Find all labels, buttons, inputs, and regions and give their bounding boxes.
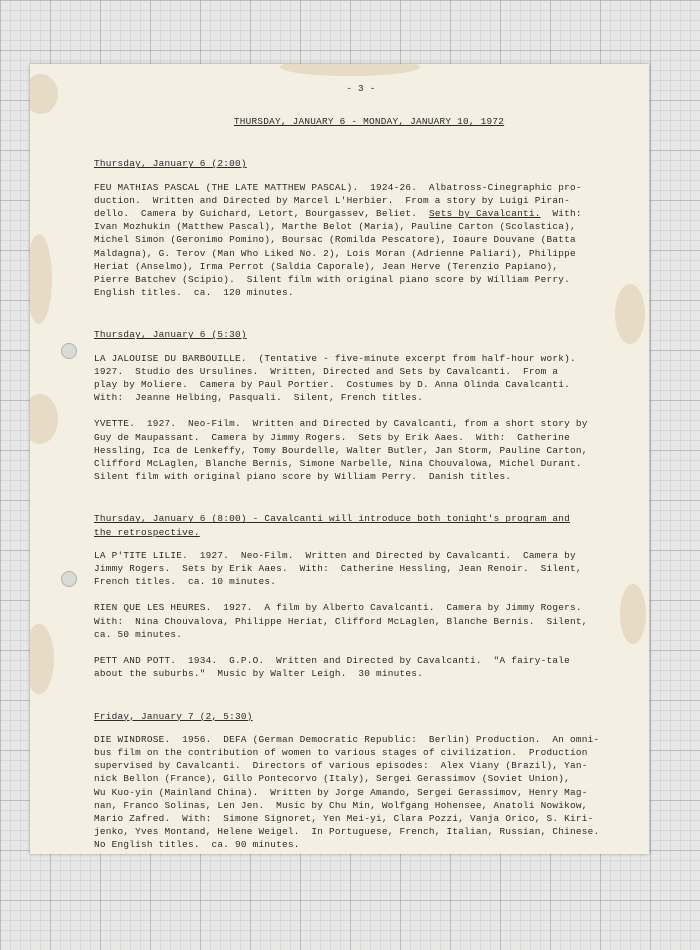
film-entry xyxy=(94,601,624,641)
session-heading xyxy=(94,157,624,170)
session-date-time: Thursday, January 6 (2:00) xyxy=(94,158,247,170)
text-line: Silent film with original piano score by William Perry. Danish titles. xyxy=(94,471,512,483)
film-entry xyxy=(94,181,624,300)
text-line: Hessling, Ica de Lenkeffy, Tomy Bourdelle, Walter Butler, Jan Storm, Pauline Carton, xyxy=(94,444,588,456)
session-date-time: Thursday, January 6 (5:30) xyxy=(94,329,247,341)
program-sections xyxy=(94,157,624,851)
text-line: nan, Franco Solinas, Len Jen. Music by Chu Min, Wolfgang Hohensee, Anatoli Nowikow, xyxy=(94,799,588,811)
age-stain xyxy=(30,624,54,694)
page-number: - 3 - xyxy=(346,83,376,94)
text-line: With: Nina Chouvalova, Philippe Heriat, Clifford McLaglen, Blanche Bernis. Silent, xyxy=(94,615,588,627)
text-line: Michel Simon (Geronimo Pomino), Boursac (Romilda Pescatore), Ioaure Douvane (Batta xyxy=(94,234,576,246)
text-line: Ivan Mozhukin (Matthew Pascal), Marthe Belot (Maria), Pauline Carton (Scolastica), xyxy=(94,221,576,233)
text-line: PETT AND POTT. 1934. G.P.O. Written and Directed by Cavalcanti. "A fairy-tale xyxy=(94,655,570,667)
document-body xyxy=(94,82,624,852)
text-line: play by Moliere. Camera by Paul Portier. Costumes by D. Anna Olinda Cavalcanti. xyxy=(94,379,570,391)
text-line: Guy de Maupassant. Camera by Jimmy Rogers. Sets by Erik Aaes. With: Catherine xyxy=(94,431,570,443)
text-line: French titles. ca. 10 minutes. xyxy=(94,576,277,588)
text-line: English titles. ca. 120 minutes. xyxy=(94,287,294,299)
underlined-credit: Sets by Cavalcanti. xyxy=(428,208,541,220)
film-entry xyxy=(94,654,624,680)
punch-hole xyxy=(61,571,77,587)
text-line: Jimmy Rogers. Sets by Erik Aaes. With: Catherine Hessling, Jean Renoir. Silent, xyxy=(94,563,582,575)
text-line: Maldagna), G. Terov (Man Who Liked No. 2), Lois Moran (Adrienne Paliari), Philippe xyxy=(94,247,576,259)
text-line: dello. Camera by Guichard, Letort, Bourgassev, Beliet. Sets by Cavalcanti. With: xyxy=(94,208,582,220)
session-heading xyxy=(94,512,624,538)
text-line: No English titles. ca. 90 minutes. xyxy=(94,839,300,851)
session-note: - Cavalcanti will introduce both tonight's program and the retrospective. xyxy=(94,513,570,538)
text-line: Heriat (Anselmo), Irma Perrot (Saldia Caporale), Jean Herve (Terenzio Papiano), xyxy=(94,260,559,272)
film-entry xyxy=(94,549,624,589)
film-entry xyxy=(94,733,624,852)
text-line: FEU MATHIAS PASCAL (THE LATE MATTHEW PASCAL). 1924-26. Albatross-Cinegraphic pro- xyxy=(94,181,582,193)
text-line: Clifford McLaglen, Blanche Bernis, Simone Narbelle, Nina Chouvalowa, Michel Durant. xyxy=(94,458,582,470)
document-page xyxy=(30,64,649,854)
text-line: With: Jeanne Helbing, Pasquali. Silent, French titles. xyxy=(94,392,424,404)
text-line: RIEN QUE LES HEURES. 1927. A film by Alberto Cavalcanti. Camera by Jimmy Rogers. xyxy=(94,602,582,614)
text-line: Pierre Batchev (Scipio). Silent film with original piano score by William Perry. xyxy=(94,274,570,286)
text-line: Mario Zafred. With: Simone Signoret, Yen Mei-yi, Clara Pozzi, Vanja Orico, S. Kiri- xyxy=(94,812,594,824)
session-heading xyxy=(94,328,624,341)
age-stain xyxy=(30,74,58,114)
text-line: jenko, Yves Montand, Helene Weigel. In Portuguese, French, Italian, Russian, Chinese. xyxy=(94,826,600,838)
session-heading xyxy=(94,710,624,723)
session-date-time: Thursday, January 6 (8:00) xyxy=(94,513,247,525)
date-range-title: THURSDAY, JANUARY 6 - MONDAY, JANUARY 10, 1972 xyxy=(233,116,505,128)
text-line: DIE WINDROSE. 1956. DEFA (German Democratic Republic: Berlin) Production. An omni- xyxy=(94,733,600,745)
text-line: about the suburbs." Music by Walter Leigh. 30 minutes. xyxy=(94,668,424,680)
session-date-time: Friday, January 7 (2, 5:30) xyxy=(94,710,253,722)
film-entry xyxy=(94,352,624,405)
film-entry xyxy=(94,417,624,483)
age-stain xyxy=(280,64,420,76)
text-line: 1927. Studio des Ursulines. Written, Directed and Sets by Cavalcanti. From a xyxy=(94,365,559,377)
punch-hole xyxy=(61,343,77,359)
text-line: YVETTE. 1927. Neo-Film. Written and Directed by Cavalcanti, from a short story by xyxy=(94,418,588,430)
text-line: bus film on the contribution of women to various stages of civilization. Production xyxy=(94,746,588,758)
text-line: duction. Written and Directed by Marcel L'Herbier. From a story by Luigi Piran- xyxy=(94,194,570,206)
text-line: LA JALOUISE DU BARBOUILLE. (Tentative - five-minute excerpt from half-hour work). xyxy=(94,352,576,364)
text-line: Wu Kuo-yin (Mainland China). Written by Jorge Amando, Sergei Gerassimov, Henry Mag- xyxy=(94,786,588,798)
text-line: ca. 50 minutes. xyxy=(94,628,183,640)
text-line: supervised by Cavalcanti. Directors of various episodes: Alex Viany (Brazil), Yan- xyxy=(94,760,588,772)
age-stain xyxy=(30,394,58,444)
text-line: nick Bellon (France), Gillo Pontecorvo (Italy), Sergei Gerassimov (Soviet Union), xyxy=(94,773,570,785)
text-line: LA P'TITE LILIE. 1927. Neo-Film. Written and Directed by Cavalcanti. Camera by xyxy=(94,549,576,561)
age-stain xyxy=(30,234,52,324)
